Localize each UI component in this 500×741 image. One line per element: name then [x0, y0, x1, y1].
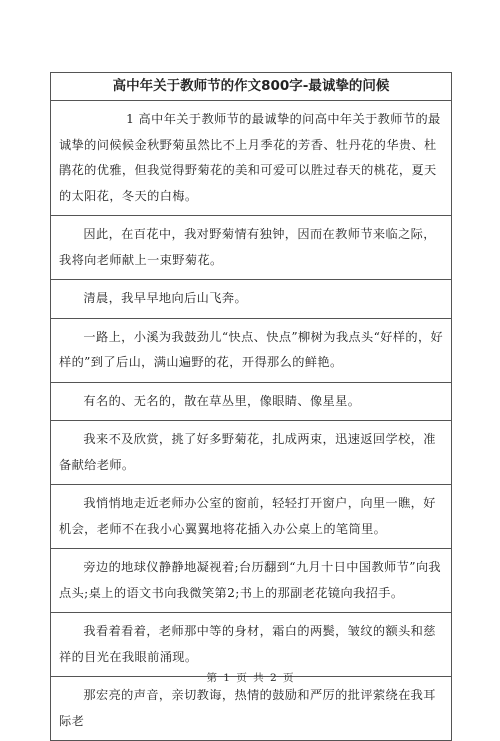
paragraph: 1 高中年关于教师节的最诚挚的问高中年关于教师节的最诚挚的问候候金秋野菊虽然比不上月季花的芳香、牡丹花的华贵、杜鹃花的优雅，但我觉得野菊花的美和可爱可以胜过春天的桃花，夏天的太阳花，冬天的白梅。: [51, 101, 451, 216]
paragraph: 我看着看着，老师那中等的身材，霜白的两鬓，皱纹的额头和慈祥的目光在我眼前涌现。: [51, 613, 451, 677]
paragraph: 有名的、无名的，散在草丛里，像眼睛、像星星。: [51, 383, 451, 422]
document-title: 高中年关于教师节的作文800字-最诚挚的问候: [51, 73, 451, 101]
paragraph: 旁边的地球仪静静地凝视着;台历翻到“九月十日中国教师节”向我点头;桌上的语文书向我微笑第2;书上的那副老花镜向我招手。: [51, 549, 451, 613]
paragraph: 我悄悄地走近老师办公室的窗前，轻轻打开窗户，向里一瞧，好机会，老师不在我小心翼翼地将花插入办公桌上的笔筒里。: [51, 485, 451, 549]
paragraph: 因此，在百花中，我对野菊情有独钟，因而在教师节来临之际，我将向老师献上一束野菊花。: [51, 216, 451, 280]
page-number: 第 1 页 共 2 页: [206, 672, 294, 684]
paragraph: 我来不及欣赏，挑了好多野菊花，扎成两束，迅速返回学校，准备献给老师。: [51, 421, 451, 485]
paragraph: 清晨，我早早地向后山飞奔。: [51, 280, 451, 319]
paragraph: 一路上，小溪为我鼓劲儿“快点、快点”柳树为我点头“好样的，好样的”到了后山，满山遍野的花，开得那么的鲜艳。: [51, 319, 451, 383]
paragraph: 那宏亮的声音，亲切教诲，热情的鼓励和严厉的批评萦绕在我耳际老: [59, 688, 436, 728]
document-table: [50, 72, 452, 741]
